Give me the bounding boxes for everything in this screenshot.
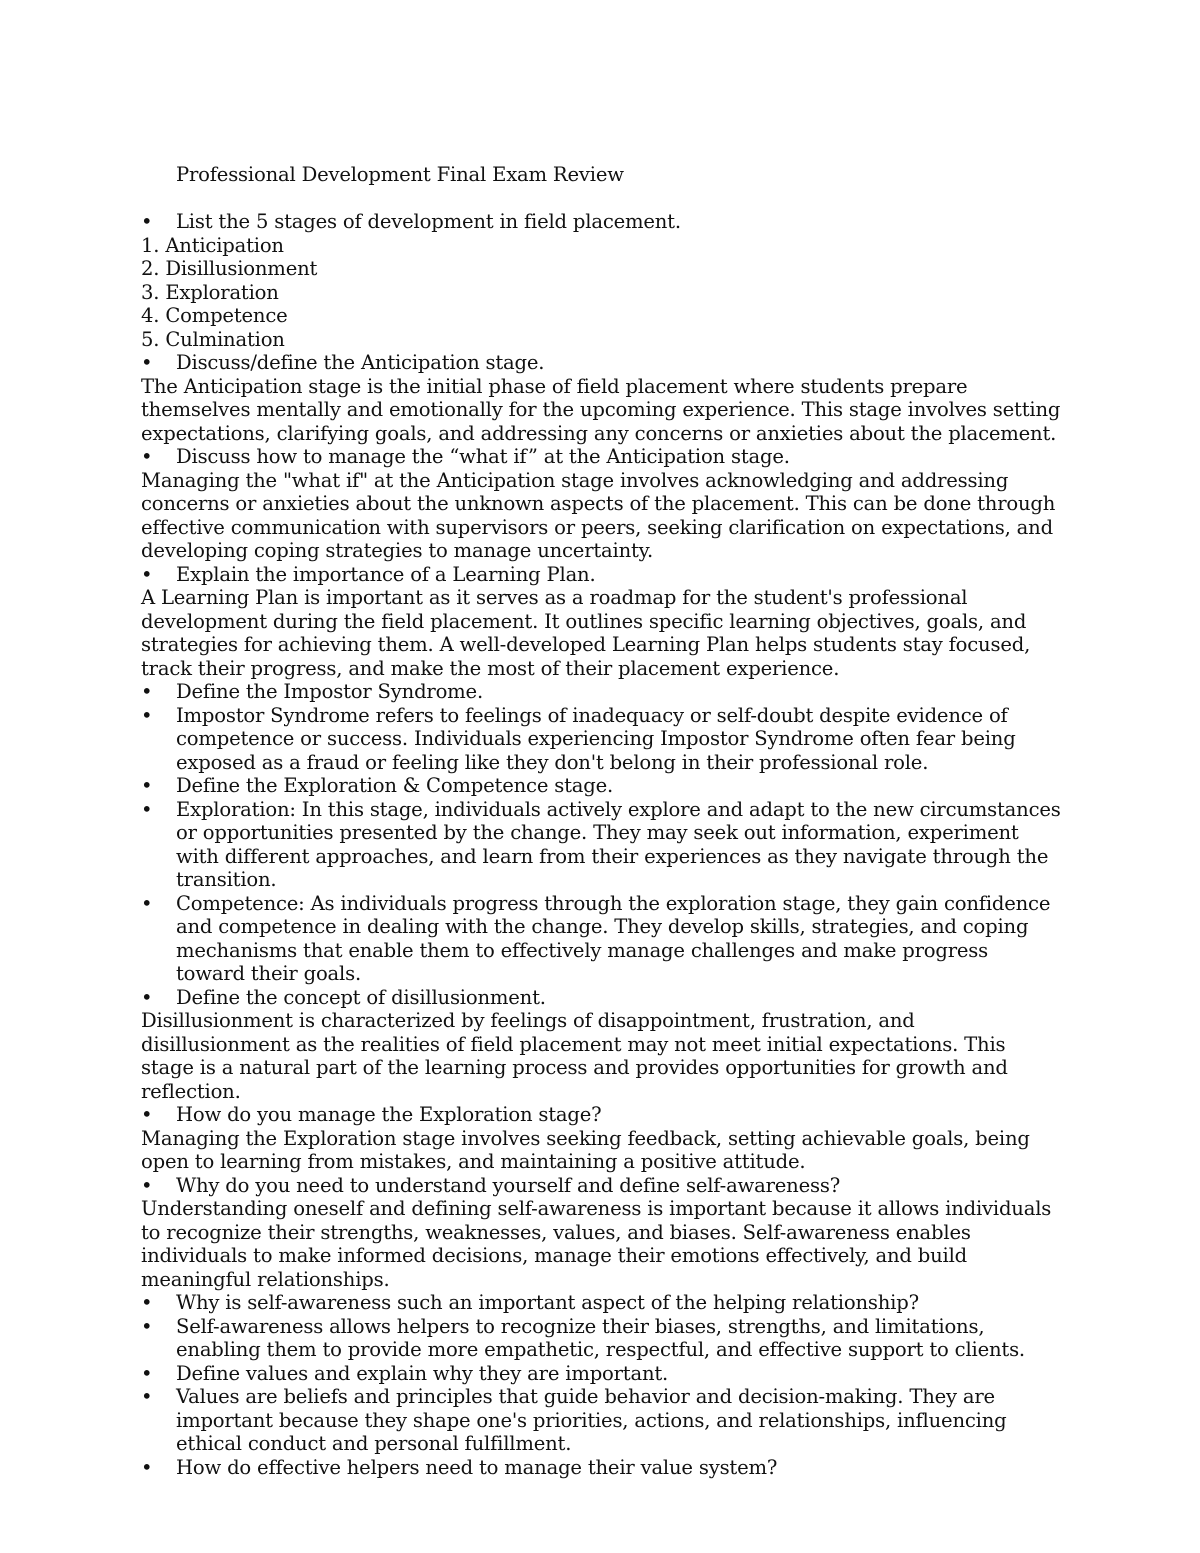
bullet-item: [141, 1456, 1061, 1480]
bullet-text: Why is self-awareness such an important aspect of the helping relationship?: [176, 1291, 919, 1314]
bullet-symbol: •: [141, 1314, 153, 1338]
answer-paragraph: Understanding oneself and defining self-awareness is important because it allows individuals to recognize their strengths, weaknesses, values, and biases. Self-awareness enables individuals to make informed decisions, manage their emotions effectively, and build meaningful relationships.: [141, 1197, 1052, 1291]
bullet-item: [141, 892, 1061, 986]
bullet-symbol: •: [141, 351, 153, 374]
bullet-item: [141, 1103, 1061, 1127]
bullet-symbol: •: [141, 1455, 153, 1479]
bullet-item: [141, 1385, 1061, 1456]
bullet-symbol: •: [141, 562, 153, 586]
bullet-item: [141, 1315, 1061, 1362]
bullet-text: Discuss/define the Anticipation stage.: [176, 351, 545, 374]
bullet-symbol: •: [141, 680, 153, 703]
bullet-item: [141, 1291, 1061, 1315]
bullet-item: [141, 563, 1061, 587]
bullet-symbol: •: [141, 797, 153, 821]
bullet-symbol: •: [141, 891, 153, 915]
answer-paragraph: Disillusionment is characterized by feelings of disappointment, frustration, and disillusionment as the realities of field placement may not meet initial expectations. This stage is a natural part of the learning process and provides opportunities for growth and reflection.: [141, 1009, 1008, 1103]
bullet-text: Competence: As individuals progress through the exploration stage, they gain confidence and competence in dealing with the change. They develop skills, strategies, and coping mechanisms that enable them to effectively manage challenges and make progress toward their goals.: [176, 891, 1051, 985]
bullet-item: [141, 680, 1061, 704]
bullet-text: Why do you need to understand yourself and define self-awareness?: [176, 1173, 840, 1197]
bullet-text: Discuss how to manage the “what if” at the Anticipation stage.: [176, 445, 790, 468]
bullet-item: [141, 351, 1061, 375]
bullet-text: How do you manage the Exploration stage?: [176, 1103, 602, 1126]
bullet-text: Define the Impostor Syndrome.: [176, 680, 483, 703]
answer-paragraph: The Anticipation stage is the initial phase of field placement where students prepare themselves mentally and emotionally for the upcoming experience. This stage involves setting expectations, clarifying goals, and addressing any concerns or anxieties about the placement.: [141, 374, 1061, 445]
bullet-item: [141, 986, 1061, 1010]
bullet-symbol: •: [141, 1361, 153, 1385]
numbered-line: 1. Anticipation: [141, 233, 284, 257]
numbered-line: 5. Culmination: [141, 327, 285, 351]
bullet-symbol: •: [141, 1103, 153, 1126]
bullet-item: [141, 1174, 1061, 1198]
bullet-item: [141, 445, 1061, 469]
document-blocks: [141, 210, 1061, 1479]
document-title: Professional Development Final Exam Review: [176, 163, 624, 186]
bullet-symbol: •: [141, 1385, 153, 1408]
answer-paragraph: Managing the Exploration stage involves seeking feedback, setting achievable goals, being open to learning from mistakes, and maintaining a positive attitude.: [141, 1126, 1030, 1173]
bullet-text: Exploration: In this stage, individuals actively explore and adapt to the new circumstances or opportunities presented by the change. They may seek out information, experiment with different approaches, and learn from their experiences as they navigate through the transition.: [176, 797, 1061, 891]
bullet-symbol: •: [141, 774, 153, 797]
bullet-text: Values are beliefs and principles that guide behavior and decision-making. They are important because they shape one's priorities, actions, and relationships, influencing ethical conduct and personal fulfillment.: [176, 1385, 1007, 1455]
bullet-symbol: •: [141, 210, 153, 233]
bullet-text: Self-awareness allows helpers to recognize their biases, strengths, and limitations, enabling them to provide more empathetic, respectful, and effective support to clients.: [176, 1314, 1025, 1361]
bullet-symbol: •: [141, 703, 153, 727]
bullet-symbol: •: [141, 1173, 153, 1197]
document-body: [141, 163, 1061, 1479]
bullet-symbol: •: [141, 985, 153, 1009]
numbered-line: 3. Exploration: [141, 280, 279, 304]
bullet-text: Impostor Syndrome refers to feelings of inadequacy or self-doubt despite evidence of competence or success. Individuals experiencing Impostor Syndrome often fear being exposed as a fraud or feeling like they don't belong in their professional role.: [176, 703, 1016, 774]
numbered-line: 4. Competence: [141, 304, 288, 327]
bullet-item: [141, 798, 1061, 892]
bullet-symbol: •: [141, 445, 153, 468]
bullet-item: [141, 704, 1061, 775]
answer-paragraph: Managing the "what if" at the Anticipation stage involves acknowledging and addressing concerns or anxieties about the unknown aspects of the placement. This can be done through effective communication with supervisors or peers, seeking clarification on expectations, and developing coping strategies to manage uncertainty.: [141, 468, 1056, 562]
bullet-text: How do effective helpers need to manage their value system?: [176, 1455, 778, 1479]
bullet-item: [141, 1362, 1061, 1386]
bullet-text: Define the concept of disillusionment.: [176, 985, 546, 1009]
bullet-text: List the 5 stages of development in field placement.: [176, 210, 681, 233]
bullet-symbol: •: [141, 1291, 153, 1314]
bullet-text: Define the Exploration & Competence stage.: [176, 774, 614, 797]
bullet-item: [141, 774, 1061, 798]
bullet-text: Define values and explain why they are important.: [176, 1361, 669, 1385]
numbered-line: 2. Disillusionment: [141, 257, 318, 280]
bullet-text: Explain the importance of a Learning Plan.: [176, 562, 596, 586]
bullet-item: [141, 210, 1061, 234]
answer-paragraph: A Learning Plan is important as it serves as a roadmap for the student's professional development during the field placement. It outlines specific learning objectives, goals, and strategies for achieving them. A well-developed Learning Plan helps students stay focused, track their progress, and make the most of their placement experience.: [141, 586, 1031, 680]
